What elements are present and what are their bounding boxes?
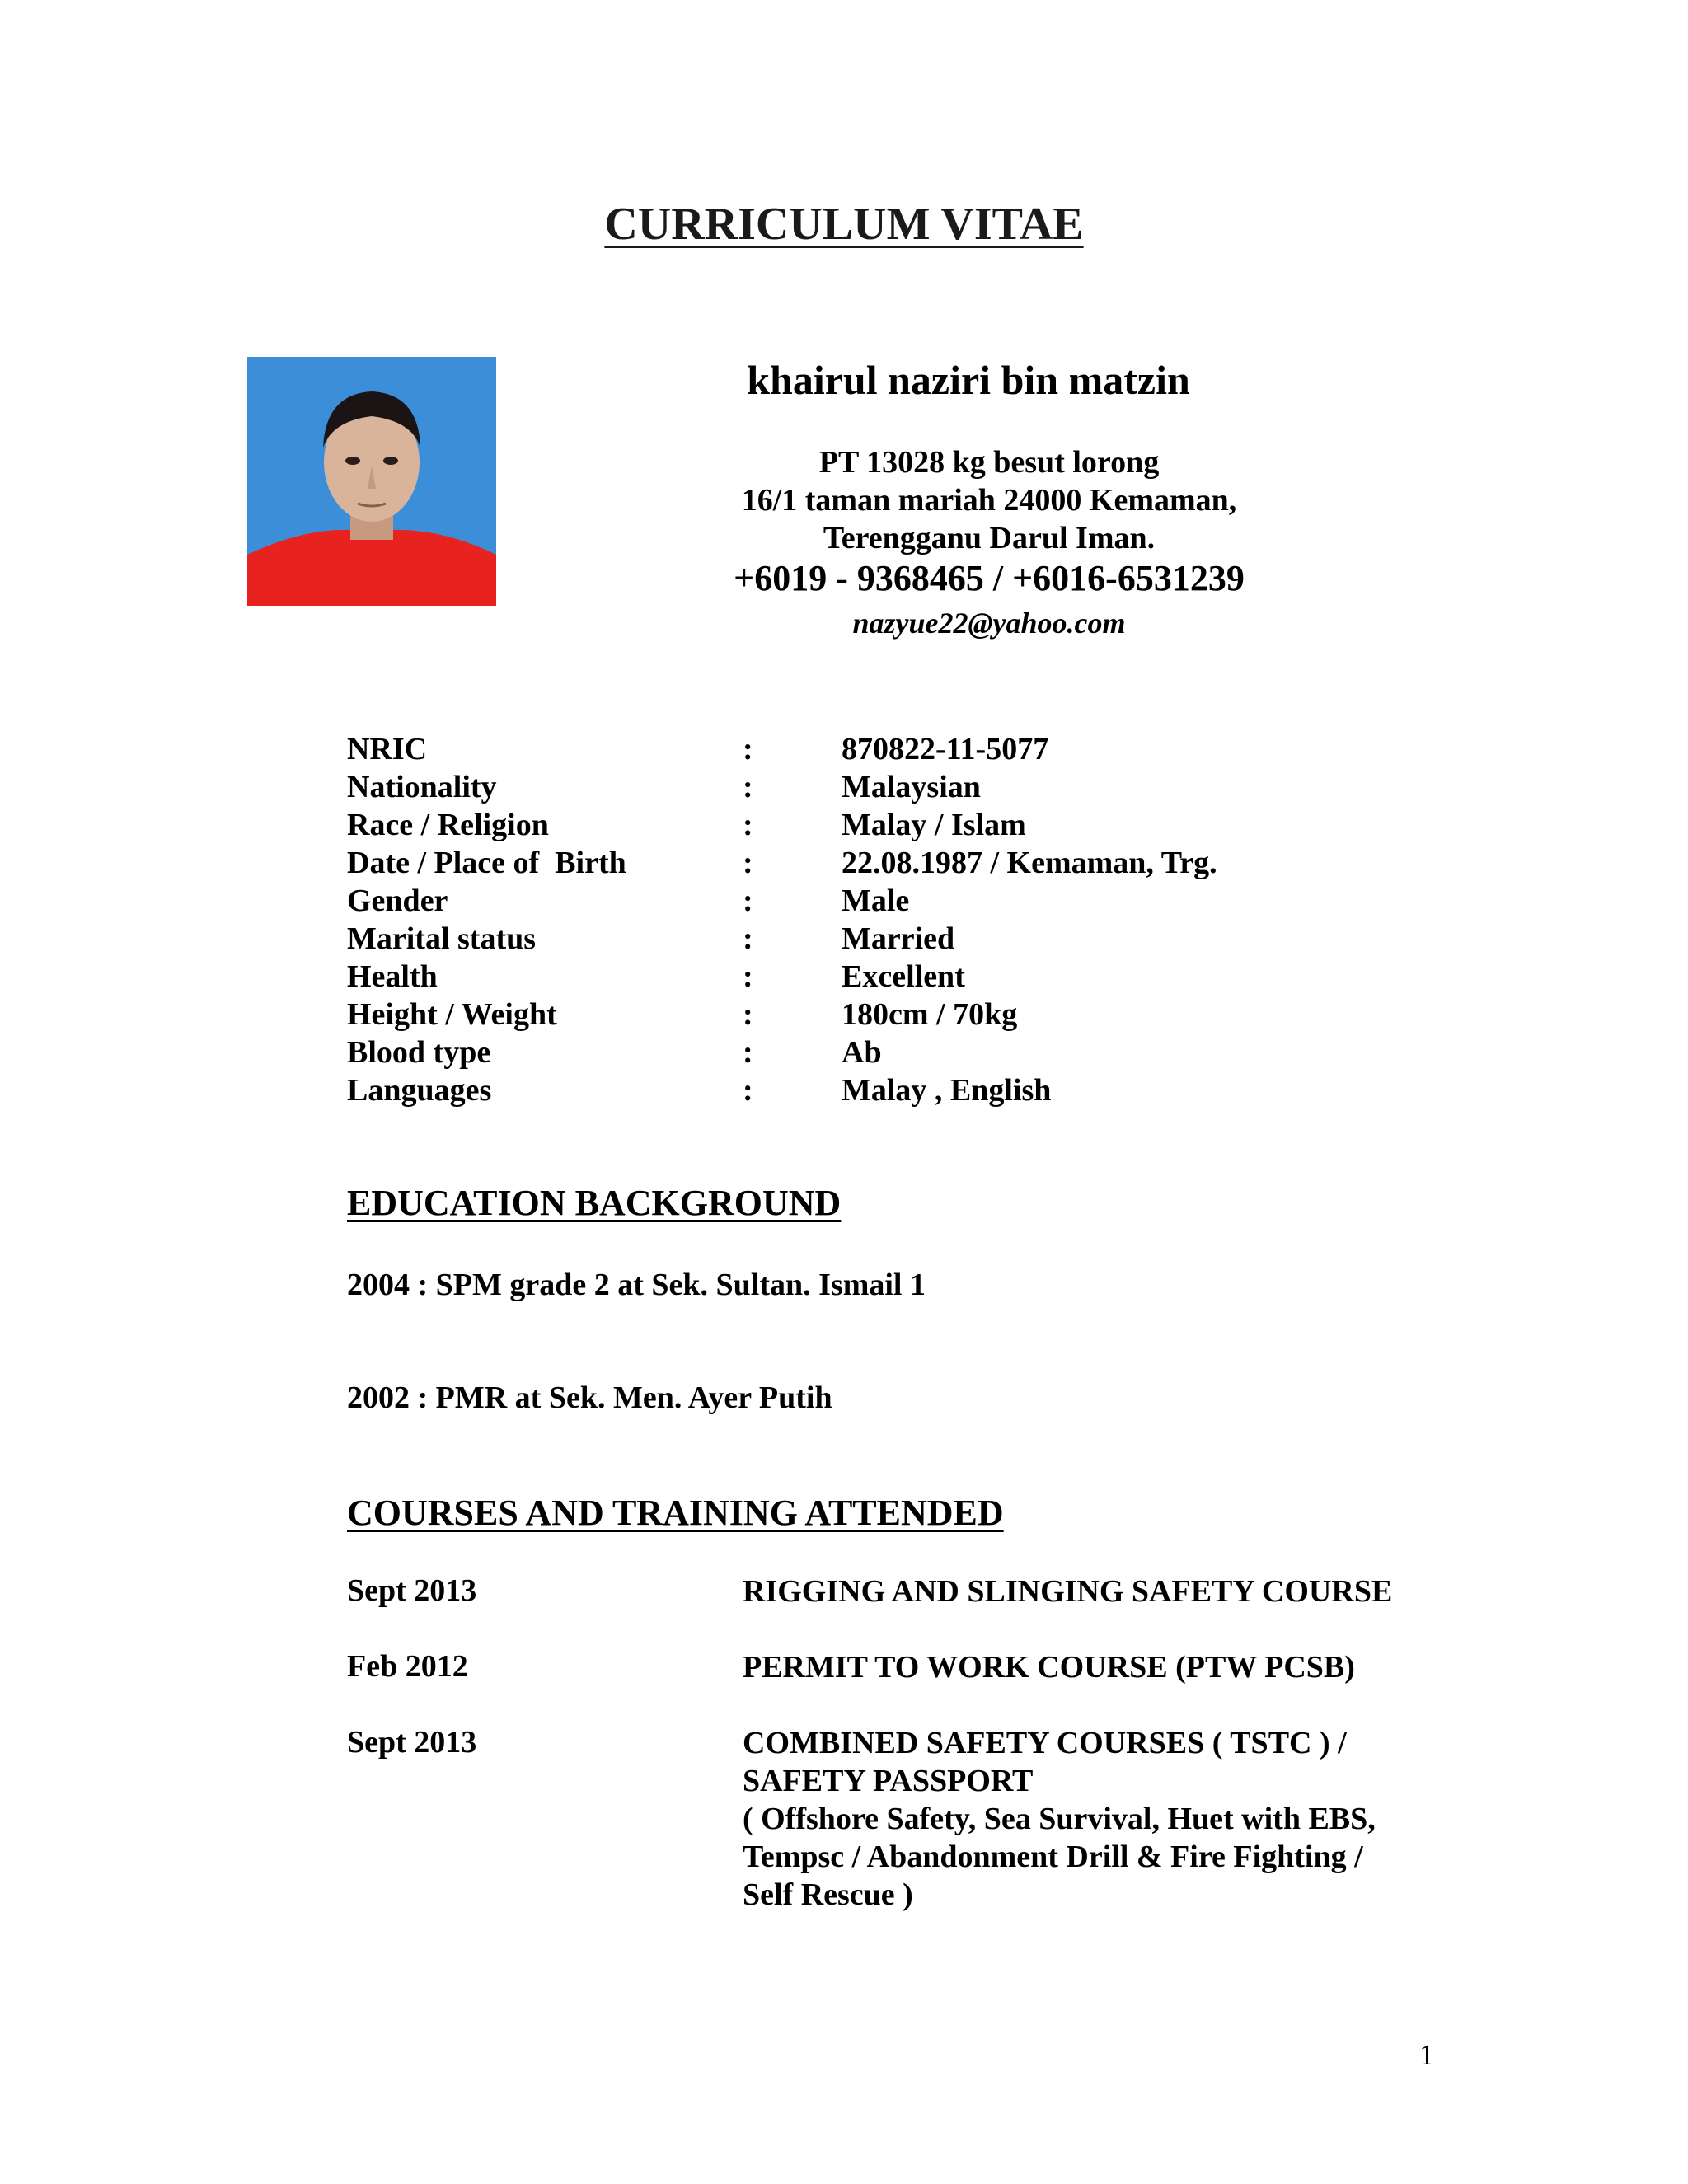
detail-value: Malay , English (842, 1073, 1052, 1108)
course-date: Sept 2013 (347, 1573, 477, 1608)
address-line-2: 16/1 taman mariah 24000 Kemaman, (741, 483, 1237, 518)
course-title-line: Tempsc / Abandonment Drill & Fire Fighting / (743, 1840, 1363, 1874)
detail-row-height-weight (347, 996, 1418, 1033)
detail-colon: : (743, 883, 753, 918)
detail-value: Male (842, 883, 910, 918)
detail-row-languages (347, 1071, 1418, 1109)
course-date: Sept 2013 (347, 1725, 477, 1760)
course-title-line: SAFETY PASSPORT (743, 1764, 1034, 1798)
detail-value: Malaysian (842, 770, 981, 804)
education-item: 2002 : PMR at Sek. Men. Ayer Putih (347, 1380, 832, 1415)
education-heading: EDUCATION BACKGROUND (347, 1183, 842, 1223)
detail-value: 180cm / 70kg (842, 997, 1018, 1032)
detail-row-blood-type (347, 1033, 1418, 1071)
course-date: Feb 2012 (347, 1649, 468, 1684)
detail-colon: : (743, 732, 753, 766)
course-title-line: ( Offshore Safety, Sea Survival, Huet with EBS, (743, 1802, 1376, 1836)
candidate-name: khairul naziri bin matzin (747, 357, 1190, 403)
detail-label: Race / Religion (347, 808, 549, 842)
detail-label: Health (347, 959, 438, 994)
detail-value: Ab (842, 1035, 882, 1070)
address-line-1: PT 13028 kg besut lorong (818, 445, 1160, 480)
detail-label: Date / Place of Birth (347, 846, 626, 880)
detail-colon: : (743, 921, 753, 956)
course-title-line: COMBINED SAFETY COURSES ( TSTC ) / (743, 1726, 1347, 1760)
profile-photo (247, 357, 496, 606)
detail-label: Blood type (347, 1035, 491, 1070)
detail-row-health (347, 958, 1418, 996)
detail-colon: : (743, 959, 753, 994)
course-title-line: PERMIT TO WORK COURSE (PTW PCSB) (743, 1650, 1355, 1685)
detail-value: Excellent (842, 959, 965, 994)
personal-details (347, 730, 1418, 1109)
detail-label: Gender (347, 883, 448, 918)
detail-row-birth (347, 844, 1418, 882)
course-title (743, 1648, 1468, 1686)
courses-heading: COURSES AND TRAINING ATTENDED (347, 1493, 1004, 1533)
address-line-3: Terengganu Darul Iman. (823, 521, 1156, 555)
document-title: CURRICULUM VITAE (604, 199, 1084, 250)
education-item: 2004 : SPM grade 2 at Sek. Sultan. Ismail 1 (347, 1268, 926, 1302)
detail-label: Height / Weight (347, 997, 557, 1032)
detail-row-marital (347, 920, 1418, 958)
phone-numbers: +6019 - 9368465 / +6016-6531239 (734, 558, 1245, 598)
detail-colon: : (743, 1073, 753, 1108)
course-title (743, 1724, 1468, 1914)
detail-colon: : (743, 770, 753, 804)
detail-row-nric (347, 730, 1418, 768)
detail-row-race-religion (347, 806, 1418, 844)
detail-value: 22.08.1987 / Kemaman, Trg. (842, 846, 1217, 880)
course-title (743, 1572, 1468, 1610)
detail-row-nationality (347, 768, 1418, 806)
course-title-line: RIGGING AND SLINGING SAFETY COURSE (743, 1574, 1393, 1609)
detail-colon: : (743, 1035, 753, 1070)
detail-value: Married (842, 921, 955, 956)
page-number: 1 (1419, 2038, 1434, 2071)
detail-row-gender (347, 882, 1418, 920)
detail-label: NRIC (347, 732, 428, 766)
detail-label: Nationality (347, 770, 497, 804)
detail-value: Malay / Islam (842, 808, 1026, 842)
detail-colon: : (743, 846, 753, 880)
detail-value: 870822-11-5077 (842, 732, 1049, 766)
detail-label: Marital status (347, 921, 537, 956)
course-title-line: Self Rescue ) (743, 1877, 913, 1912)
detail-colon: : (743, 997, 753, 1032)
detail-colon: : (743, 808, 753, 842)
email-address: nazyue22@yahoo.com (852, 607, 1126, 640)
detail-label: Languages (347, 1073, 492, 1108)
